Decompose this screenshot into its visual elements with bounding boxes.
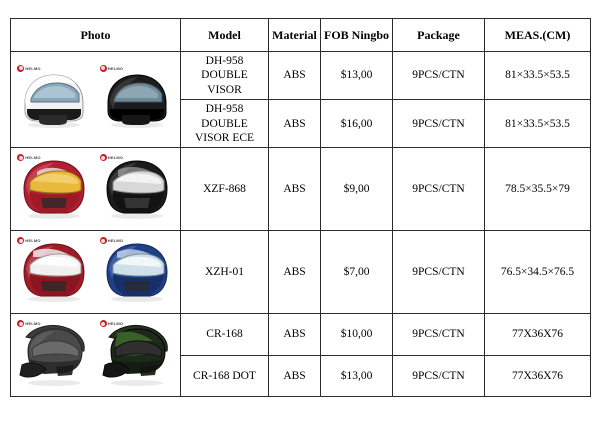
- helmet-illustration: [100, 69, 174, 131]
- cell-model: XZH-01: [181, 231, 269, 314]
- brand-badge: [17, 237, 40, 244]
- column-header-meas: MEAS.(CM): [485, 19, 591, 52]
- cell-material: ABS: [269, 231, 321, 314]
- brand-badge: [100, 154, 123, 161]
- cell-meas: 77X36X76: [485, 355, 591, 397]
- cell-fob: $9,00: [321, 148, 393, 231]
- cell-fob: $16,00: [321, 100, 393, 148]
- brand-badge: [100, 65, 123, 72]
- cell-meas: 76.5×34.5×76.5: [485, 231, 591, 314]
- brand-dot-icon: [100, 65, 107, 72]
- brand-label: HELMO: [107, 238, 124, 244]
- cell-package: 9PCS/CTN: [393, 314, 485, 356]
- helmet-full-face-blue: [98, 235, 176, 309]
- helmet-illustration: [17, 239, 91, 305]
- cell-fob: $13,00: [321, 52, 393, 100]
- brand-dot-icon: [17, 154, 24, 161]
- cell-package: 9PCS/CTN: [393, 355, 485, 397]
- photo-cell-xzf868: [11, 148, 181, 231]
- helmet-motocross-green-graphic: [98, 318, 176, 392]
- helmet-motocross-grey: [15, 318, 93, 392]
- brand-dot-icon: [100, 320, 107, 327]
- brand-dot-icon: [100, 154, 107, 161]
- cell-meas: 78.5×35.5×79: [485, 148, 591, 231]
- column-header-package: Package: [393, 19, 485, 52]
- helmet-illustration: [17, 69, 91, 131]
- photo-cell-xzh01: [11, 231, 181, 314]
- cell-meas: 81×33.5×53.5: [485, 52, 591, 100]
- brand-label: HELMO: [107, 321, 124, 327]
- photo-cell-dh958: [11, 52, 181, 148]
- helmet-illustration: [16, 321, 92, 389]
- cell-package: 9PCS/CTN: [393, 100, 485, 148]
- column-header-model: Model: [181, 19, 269, 52]
- brand-badge: [100, 320, 123, 327]
- cell-fob: $7,00: [321, 231, 393, 314]
- column-header-photo: Photo: [11, 19, 181, 52]
- helmet-full-face-red-graphic: [15, 152, 93, 226]
- table-row: [11, 314, 591, 356]
- brand-dot-icon: [100, 237, 107, 244]
- brand-label: HELMO: [25, 238, 41, 244]
- table-row: [11, 231, 591, 314]
- cell-model: XZF-868: [181, 148, 269, 231]
- brand-label: HELMO: [107, 155, 124, 161]
- helmet-illustration: [100, 239, 174, 305]
- cell-meas: 81×33.5×53.5: [485, 100, 591, 148]
- table-row: [11, 52, 591, 100]
- helmet-illustration: [17, 156, 91, 222]
- cell-model: DH-958 DOUBLE VISOR ECE: [181, 100, 269, 148]
- helmet-open-face-white: [15, 63, 93, 137]
- helmet-illustration: [100, 156, 174, 222]
- helmet-illustration: [99, 321, 175, 389]
- column-header-material: Material: [269, 19, 321, 52]
- cell-material: ABS: [269, 314, 321, 356]
- cell-material: ABS: [269, 148, 321, 231]
- cell-package: 9PCS/CTN: [393, 148, 485, 231]
- brand-badge: [17, 320, 40, 327]
- cell-package: 9PCS/CTN: [393, 52, 485, 100]
- column-header-fob: FOB Ningbo: [321, 19, 393, 52]
- brand-label: HELMO: [25, 65, 41, 71]
- cell-package: 9PCS/CTN: [393, 231, 485, 314]
- cell-fob: $13,00: [321, 355, 393, 397]
- brand-dot-icon: [17, 237, 24, 244]
- cell-material: ABS: [269, 355, 321, 397]
- brand-dot-icon: [17, 65, 24, 72]
- helmet-open-face-black: [98, 63, 176, 137]
- cell-model: CR-168 DOT: [181, 355, 269, 397]
- brand-badge: [17, 65, 40, 72]
- brand-label: HELMO: [25, 321, 41, 327]
- product-price-table: [10, 18, 591, 397]
- brand-dot-icon: [17, 320, 24, 327]
- table-row: [11, 148, 591, 231]
- helmet-full-face-red: [15, 235, 93, 309]
- brand-badge: [100, 237, 123, 244]
- cell-material: ABS: [269, 52, 321, 100]
- brand-label: HELMO: [107, 65, 124, 71]
- table-header-row: [11, 19, 591, 52]
- cell-meas: 77X36X76: [485, 314, 591, 356]
- cell-model: CR-168: [181, 314, 269, 356]
- cell-material: ABS: [269, 100, 321, 148]
- cell-model: DH-958 DOUBLE VISOR: [181, 52, 269, 100]
- cell-fob: $10,00: [321, 314, 393, 356]
- brand-badge: [17, 154, 40, 161]
- photo-cell-cr168: [11, 314, 181, 397]
- brand-label: HELMO: [25, 155, 41, 161]
- helmet-full-face-black-graphic: [98, 152, 176, 226]
